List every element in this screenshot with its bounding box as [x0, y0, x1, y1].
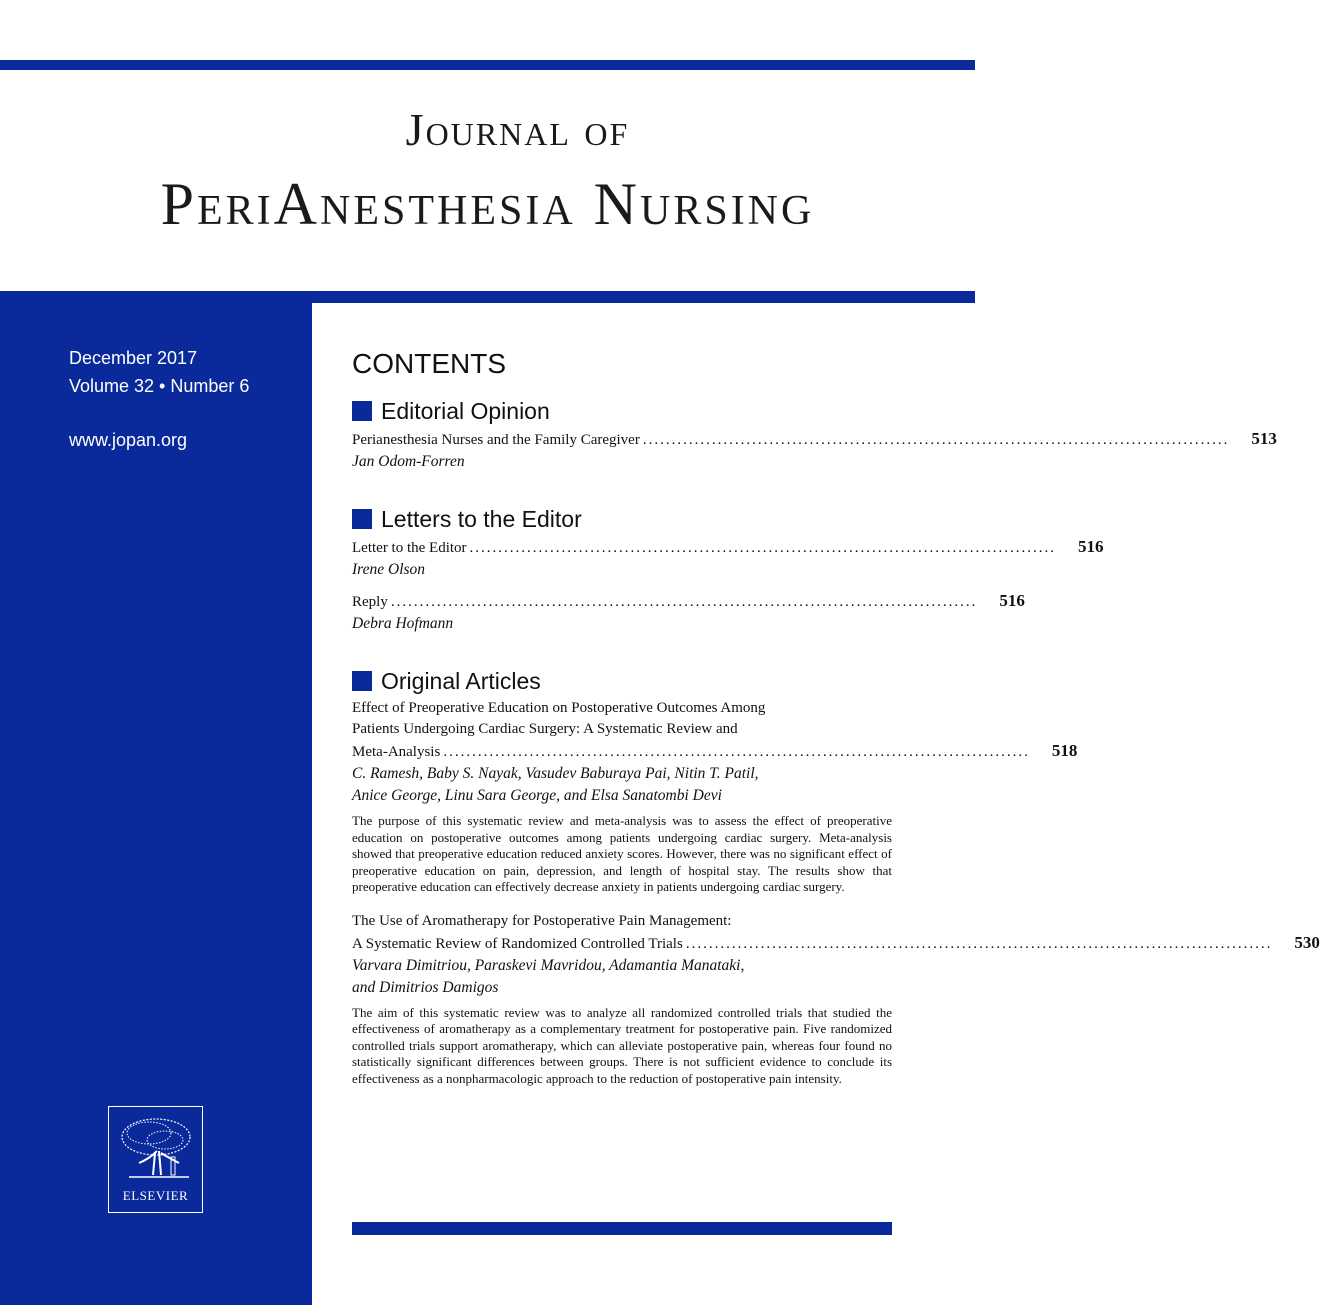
toc-entry[interactable] — [352, 590, 1025, 635]
elsevier-logo — [108, 1106, 203, 1213]
section-heading: Editorial Opinion — [381, 398, 550, 424]
masthead-line-1: Journal of — [405, 104, 630, 155]
entry-authors: Debra Hofmann — [352, 615, 454, 632]
entry-page: 513 — [1251, 429, 1277, 448]
leader-dots: ...................................................................................................... — [390, 594, 978, 610]
leader-dots: ...................................................................................................... — [469, 540, 1057, 556]
entry-title-line: Patients Undergoing Cardiac Surgery: A Systematic Review and — [352, 721, 738, 737]
entry-title: Reply — [352, 594, 388, 610]
entry-authors: Varvara Dimitriou, Paraskevi Mavridou, Adamantia Manataki, — [352, 956, 745, 974]
section-square-icon — [352, 509, 372, 529]
journal-masthead — [0, 100, 975, 244]
leader-dots: ...................................................................................................... — [443, 744, 1030, 760]
toc-entry[interactable] — [352, 911, 1320, 1088]
contents-title: CONTENTS — [352, 348, 506, 379]
entry-title-line — [352, 536, 1104, 559]
section-square-icon — [352, 401, 372, 421]
toc-entry[interactable] — [352, 428, 1277, 473]
issue-info — [69, 344, 249, 454]
section-heading: Original Articles — [381, 668, 541, 694]
section-square-icon — [352, 671, 372, 691]
entry-title: A Systematic Review of Randomized Controlled Trials — [352, 935, 683, 952]
leader-dots: ...................................................................................................... — [642, 432, 1230, 448]
masthead-line-2: PeriAnesthesia Nursing — [160, 171, 815, 237]
entry-authors: Jan Odom-Forren — [352, 453, 465, 470]
entry-title: Perianesthesia Nurses and the Family Caregiver — [352, 432, 640, 448]
section-letters-to-editor — [352, 504, 892, 534]
entry-title-line: The Use of Aromatherapy for Postoperative Pain Management: — [352, 912, 732, 929]
publisher-name: ELSEVIER — [122, 1188, 189, 1203]
entry-title-line — [352, 428, 1277, 451]
entry-authors: Irene Olson — [352, 561, 426, 578]
entry-abstract: The aim of this systematic review was to analyze all randomized controlled trials that studied the effectiveness of aromatherapy as a complementary treatment for postoperative pain. Five randomized controlled trials support aromatherapy, which can alleviate postoperative pain, whereas four found no statistically significant differences between groups. There is not sufficient evidence to conclude its effectiveness as a nonpharmacologic approach to the reduction of postoperative pain intensity. — [352, 1004, 892, 1086]
table-of-contents — [352, 344, 1320, 1087]
entry-page: 516 — [1078, 537, 1104, 556]
toc-entry[interactable] — [352, 536, 1104, 581]
section-original-articles — [352, 666, 892, 696]
entry-abstract: The purpose of this systematic review and meta-analysis was to assess the effect of preoperative education on postoperative outcomes among patients undergoing cardiac surgery. Meta-analysis showed that preoperative education reduced anxiety scores. However, there was no significant effect of preoperative education on pain, depression, and length of hospital stay. The results show that preoperative education can effectively decrease anxiety in patients undergoing cardiac surgery. — [352, 813, 892, 894]
issue-date: December 2017 — [69, 348, 198, 368]
leader-dots: ...................................................................................................... — [685, 935, 1273, 952]
tree-icon — [109, 1107, 202, 1185]
entry-title-line — [352, 932, 1320, 955]
entry-authors: C. Ramesh, Baby S. Nayak, Vasudev Baburaya Pai, Nitin T. Patil, — [352, 765, 759, 782]
entry-authors: and Dimitrios Damigos — [352, 978, 499, 996]
entry-title: Letter to the Editor — [352, 540, 467, 556]
entry-title-line — [352, 590, 1025, 613]
entry-page: 518 — [1051, 741, 1078, 760]
section-heading: Letters to the Editor — [381, 506, 582, 532]
section-editorial-opinion — [352, 396, 892, 426]
entry-title-line — [352, 740, 1078, 763]
toc-entry[interactable] — [352, 698, 1078, 896]
top-rule — [0, 60, 975, 70]
journal-url-link[interactable]: www.jopan.org — [69, 430, 188, 450]
entry-title: Meta-Analysis — [352, 744, 441, 760]
entry-page: 516 — [999, 591, 1025, 610]
bottom-rule — [352, 1222, 892, 1235]
entry-authors: Anice George, Linu Sara George, and Elsa Sanatombi Devi — [352, 787, 722, 804]
entry-title-line: Effect of Preoperative Education on Postoperative Outcomes Among — [352, 700, 766, 716]
entry-page: 530 — [1294, 932, 1320, 952]
issue-volume: Volume 32 • Number 6 — [69, 376, 250, 396]
